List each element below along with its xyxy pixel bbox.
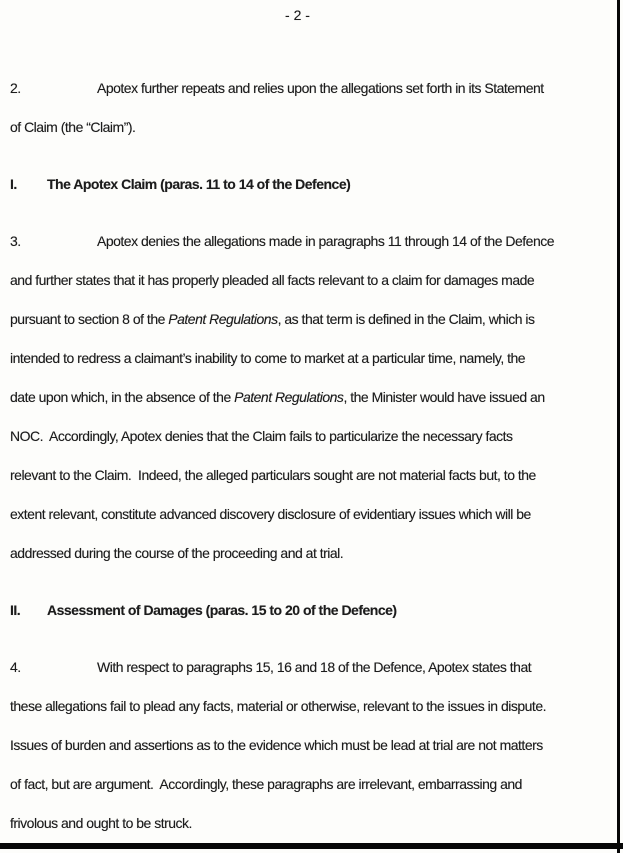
heading-number: I. [10, 176, 17, 192]
paragraph-number: 4. [10, 659, 21, 675]
paragraph-line [10, 804, 585, 843]
text-segment: pursuant to section 8 of the [10, 311, 169, 327]
paragraph-text [97, 80, 544, 96]
text-segment: Issues of burden and assertions as to the evidence which must be lead at trial are not matters [10, 737, 543, 753]
paragraph-line [10, 726, 585, 765]
text-segment: of fact, but are argument. Accordingly, these paragraphs are irrelevant, embarrassing and [10, 776, 522, 792]
paragraph-text [10, 506, 531, 522]
scan-border-bottom [0, 843, 623, 849]
paragraph-line [10, 417, 585, 456]
numbered-paragraph [10, 648, 585, 843]
numbered-paragraph [10, 222, 585, 573]
paragraph-number: 3. [10, 233, 21, 249]
text-segment: extent relevant, constitute advanced discovery disclosure of evidentiary issues which will be [10, 506, 531, 522]
numbered-paragraph [10, 69, 585, 147]
paragraph-text [10, 350, 525, 366]
italic-text: Patent Regulations [234, 389, 344, 405]
heading-text: The Apotex Claim (paras. 11 to 14 of the Defence) [47, 176, 351, 192]
text-segment: Apotex denies the allegations made in paragraphs 11 through 14 of the Defence [97, 233, 555, 249]
paragraph-text [10, 272, 534, 288]
text-segment: , the Minister would have issued an [343, 389, 545, 405]
paragraph-text [97, 659, 531, 675]
text-segment: addressed during the course of the proceeding and at trial. [10, 545, 344, 561]
paragraph-line [10, 648, 585, 687]
paragraph-line [10, 300, 585, 339]
paragraph-text [10, 776, 522, 792]
section-heading [10, 591, 585, 630]
paragraph-line [10, 687, 585, 726]
document-body [10, 0, 585, 843]
paragraph-line [10, 534, 585, 573]
text-segment: date upon which, in the absence of the [10, 389, 235, 405]
paragraph-line [10, 69, 585, 108]
italic-text: Patent Regulations [168, 311, 278, 327]
paragraph-text [10, 467, 536, 483]
scan-border-right [617, 0, 620, 853]
paragraph-number: 2. [10, 80, 21, 96]
paragraph-text [10, 389, 545, 405]
paragraph-text [10, 545, 343, 561]
paragraph-line [10, 765, 585, 804]
paragraph-text [10, 311, 535, 327]
text-segment: frivolous and ought to be struck. [10, 815, 192, 831]
text-segment: of Claim (the “Claim”). [10, 119, 136, 135]
section-heading [10, 165, 585, 204]
paragraph-text [10, 698, 546, 714]
paragraph-line [10, 339, 585, 378]
heading-text: Assessment of Damages (paras. 15 to 20 of the Defence) [47, 602, 397, 618]
heading-number: II. [10, 602, 21, 618]
paragraph-line [10, 456, 585, 495]
paragraph-text [10, 119, 135, 135]
paragraph-line [10, 108, 585, 147]
text-segment: relevant to the Claim. Indeed, the alleged particulars sought are not material facts but, to the [10, 467, 536, 483]
text-segment: intended to redress a claimant’s inability to come to market at a particular time, namely, the [10, 350, 526, 366]
paragraph-line [10, 222, 585, 261]
text-segment: these allegations fail to plead any facts, material or otherwise, relevant to the issues in dispute. [10, 698, 546, 714]
text-segment: Apotex further repeats and relies upon the allegations set forth in its Statement [97, 80, 544, 96]
paragraph-text [10, 815, 192, 831]
text-segment: and further states that it has properly pleaded all facts relevant to a claim for damages made [10, 272, 535, 288]
text-segment: NOC. Accordingly, Apotex denies that the Claim fails to particularize the necessary facts [10, 428, 513, 444]
text-segment: With respect to paragraphs 15, 16 and 18 of the Defence, Apotex states that [97, 659, 532, 675]
page-number: - 2 - [285, 7, 310, 23]
paragraph-text [10, 737, 543, 753]
paragraph-text [97, 233, 554, 249]
text-segment: , as that term is defined in the Claim, which is [277, 311, 535, 327]
paragraph-text [10, 428, 513, 444]
paragraph-line [10, 378, 585, 417]
paragraph-line [10, 495, 585, 534]
paragraph-line [10, 261, 585, 300]
